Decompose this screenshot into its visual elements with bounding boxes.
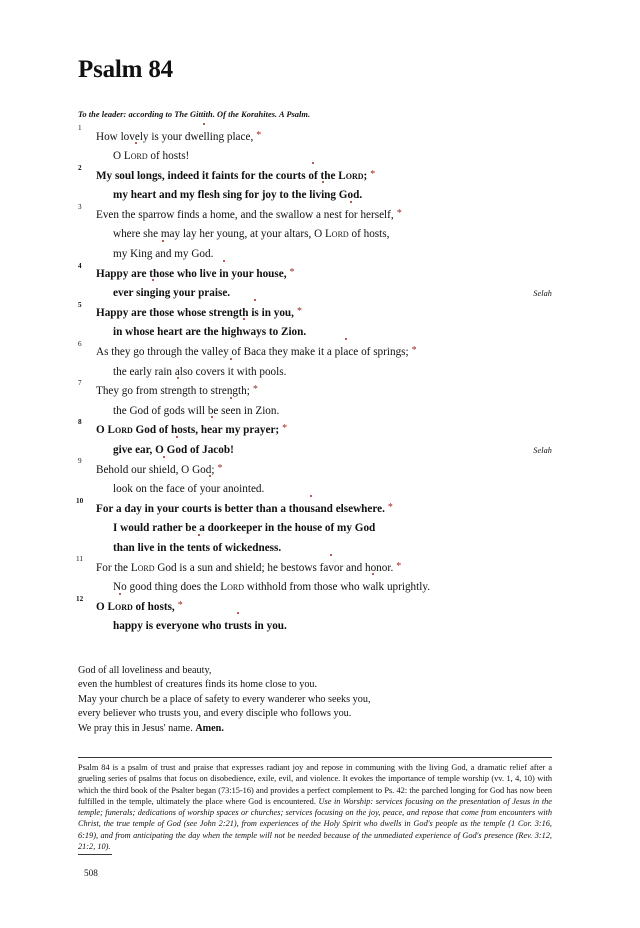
- prayer-line: every believer who trusts you, and every disciple who follows you.: [78, 708, 352, 720]
- divine-name-smallcaps: ord: [227, 581, 244, 594]
- verse-line-wrapper: [78, 323, 552, 343]
- psalm-verses: [76, 124, 552, 637]
- verse-line: 6 As they go through the valley of Baca they make it a place of springs; *: [78, 343, 552, 363]
- page-title: Psalm 84: [78, 56, 173, 83]
- selah-marker: Selah: [533, 289, 552, 299]
- prayer-line: We pray this in Jesus' name. Amen.: [78, 722, 224, 734]
- divine-name-smallcaps: ord: [130, 150, 148, 163]
- psalm-superscription: To the leader: according to The Gittith. Of the Korahites. A Psalm.: [78, 109, 311, 119]
- pointing-dot-marker: shield,: [149, 461, 179, 481]
- verse-line-wrapper: [78, 300, 552, 324]
- verse-line-wrapper: [78, 245, 552, 265]
- prayer-block: [78, 664, 552, 736]
- verse-number: 9: [78, 457, 82, 466]
- verse-line-wrapper: [78, 418, 552, 441]
- half-verse-asterisk: *: [411, 345, 417, 357]
- verse-line-wrapper: [78, 519, 552, 539]
- verse-line-wrapper: [78, 147, 552, 167]
- verse-line: 7 They go from strength to strength; *: [78, 382, 552, 402]
- verse-line: ever singing your praise.: [78, 284, 552, 304]
- verse-number: 10: [76, 496, 84, 505]
- verse-line: the God of gods will be seen in Zion.: [78, 402, 552, 422]
- verse-line-wrapper: [78, 402, 552, 422]
- verse-line: in whose heart are the highways to Zion.: [78, 323, 552, 343]
- divine-name-smallcaps: ord: [345, 169, 364, 182]
- verse-line-wrapper: [78, 261, 552, 285]
- pointing-dot-marker: Lord: [124, 147, 148, 167]
- pointing-dot-marker: thousand: [289, 500, 333, 520]
- verse-line: my heart and my flesh sing for joy to the living God.: [78, 186, 552, 206]
- prayer-line: God of all loveliness and beauty,: [78, 664, 212, 676]
- verse-line: happy is everyone who trusts in you.: [78, 617, 552, 637]
- verse-line-wrapper: [78, 163, 552, 187]
- pointing-dot-marker: your: [200, 480, 221, 500]
- verse-line-wrapper: [76, 555, 552, 579]
- verse: [78, 124, 552, 167]
- verse-line: O Lord of hosts!: [78, 147, 552, 167]
- verse: [78, 418, 552, 460]
- half-verse-asterisk: *: [289, 266, 295, 278]
- half-verse-asterisk: *: [387, 501, 393, 513]
- verse-number: 12: [76, 594, 84, 603]
- verse-number: 5: [78, 300, 82, 309]
- verse-line-wrapper: [78, 124, 552, 148]
- verse: [78, 339, 552, 382]
- verse-line-wrapper: [78, 441, 552, 461]
- pointing-dot-marker: it: [228, 363, 234, 383]
- verse-line: where she may lay her young, at your altars, O Lord of hosts,: [113, 228, 390, 241]
- half-verse-asterisk: *: [252, 384, 258, 396]
- verse: [78, 202, 552, 265]
- half-verse-asterisk: *: [282, 423, 288, 435]
- half-verse-asterisk: *: [370, 168, 376, 180]
- divine-name-smallcaps: ord: [137, 561, 155, 574]
- footnote-text-italic: Use in Worship: services focusing on the presentation of Jesus in the temple; funerals; dedications of worship spaces or churches; services focusing on the joy, peace, and repose that come from encounters with Christ, the true temple of God (see John 2:21), from experiences of the Holy Spirit who dwells in God's people as the temple (1 Cor. 3:16, 6:19), and from anticipating the day when the temple will not be needed because of the unmediated experience of God's presence (Rev. 3:12, 21:2, 10).: [78, 796, 552, 852]
- pointing-dot-marker: tents: [187, 539, 210, 559]
- footnote-text-plain: Psalm 84 is a psalm of trust and praise that expresses radiant joy and repose in communing with the living God, a dramatic relief after a grueling series of psalms that focus on disobedience, exile, evil, and violence. It evokes the importance of temple worship (vv. 1, 4, 10) with which the third book of the Psalter began (73:15-16) and provides a perfect complement to Ps. 42: the parched longing for God has now been fulfilled in the temple, ultimately the place where God is encountered.: [78, 762, 552, 806]
- verse-line-wrapper: [78, 186, 552, 206]
- verse-number: 11: [76, 555, 83, 564]
- verse-number: 8: [78, 418, 82, 427]
- verse-number: 2: [78, 163, 82, 172]
- verse-number: 1: [78, 124, 82, 133]
- verse-number: 4: [78, 261, 82, 270]
- verse-line: the early rain also covers it with pools.: [78, 363, 552, 383]
- verse-line: 2 My soul longs, indeed it faints for the courts of the Lord; *: [78, 167, 552, 187]
- verse-line-wrapper: [78, 379, 552, 402]
- verse-number: 3: [78, 202, 82, 211]
- pointing-dot-marker: and: [155, 245, 171, 265]
- verse-number: 7: [78, 379, 82, 388]
- verse-line: I would rather be a doorkeeper in the house of my God: [113, 522, 376, 535]
- half-verse-asterisk: *: [396, 207, 402, 219]
- verse-line: 4 Happy are those who live in your house, *: [78, 265, 552, 285]
- pointing-dot-marker: dwelling: [185, 128, 224, 148]
- pointing-dot-marker: trusts: [224, 617, 251, 637]
- verse-line-wrapper: [78, 339, 552, 363]
- page-number: 508: [84, 868, 98, 878]
- verse-line-wrapper: [78, 363, 552, 383]
- pointing-dot-marker: God: [167, 441, 188, 461]
- verse: [76, 594, 552, 637]
- verse-line-wrapper: [78, 617, 552, 637]
- pointing-dot-marker: highways: [221, 323, 266, 343]
- half-verse-asterisk: *: [256, 129, 262, 141]
- pointing-dot-marker: of: [308, 167, 317, 187]
- footnote-commentary: [78, 762, 552, 852]
- pointing-dot-marker: Lord: [108, 598, 133, 618]
- verse-line: 5 Happy are those whose strength is in you, *: [78, 304, 552, 324]
- footnote-divider: [78, 757, 552, 758]
- pointing-dot-marker: is: [251, 304, 258, 324]
- half-verse-asterisk: *: [396, 560, 402, 572]
- verse-line-wrapper: [78, 225, 552, 245]
- pointing-dot-marker: living: [309, 186, 336, 206]
- verse: [76, 496, 552, 559]
- verse-line: give ear, O God of Jacob!: [78, 441, 552, 461]
- verse-line-wrapper: [78, 539, 552, 559]
- verse-line: 1 How lovely is your dwelling place, *: [78, 128, 552, 148]
- verse: [78, 457, 552, 500]
- prayer-line: even the humblest of creatures finds its home close to you.: [78, 679, 318, 691]
- divine-name-smallcaps: ord: [114, 600, 133, 613]
- verse-line: 11 For the Lord God is a sun and shield; he bestows favor and honor. *: [78, 559, 552, 579]
- half-verse-asterisk: *: [296, 305, 302, 317]
- verse-line: 3 Even the sparrow finds a home, and the swallow a nest for herself, *: [78, 206, 552, 226]
- verse-line: than live in the tents of wickedness.: [78, 539, 552, 559]
- verse-line: No good thing does the Lord withhold from those who walk uprightly.: [78, 578, 552, 598]
- prayer-amen: Amen.: [195, 722, 224, 734]
- verse-line-wrapper: [78, 457, 552, 481]
- verse: [78, 300, 552, 343]
- verse-line: 12 O Lord of hosts, *: [78, 598, 552, 618]
- verse-line-wrapper: [78, 480, 552, 500]
- verse: [78, 379, 552, 421]
- pointing-dot-marker: favor: [320, 559, 344, 579]
- pointing-dot-marker: for: [345, 206, 358, 226]
- divine-name-smallcaps: ord: [114, 424, 133, 437]
- verse-line: 8 O Lord God of hosts, hear my prayer; *: [78, 421, 552, 441]
- verse-line-wrapper: [78, 578, 552, 598]
- pointing-dot-marker: seen: [221, 402, 241, 422]
- verse-line: look on the face of your anointed.: [78, 480, 552, 500]
- verse-number: 6: [78, 339, 82, 348]
- pointing-dot-marker: strength: [160, 382, 196, 402]
- half-verse-asterisk: *: [217, 462, 223, 474]
- prayer-line: May your church be a place of safety to every wanderer who seeks you,: [78, 693, 371, 705]
- verse-line-wrapper: [78, 284, 552, 304]
- selah-marker: Selah: [533, 446, 552, 455]
- verse: [78, 163, 552, 206]
- verse: [76, 555, 552, 598]
- verse-line: 9 Behold our shield, O God; *: [78, 461, 552, 481]
- verse-line: 10 For a day in your courts is better than a thousand elsewhere. *: [78, 500, 552, 520]
- verse-line: my King and my God.: [78, 245, 552, 265]
- pointing-dot-marker: singing: [136, 284, 170, 304]
- half-verse-asterisk: *: [177, 599, 183, 611]
- verse: [78, 261, 552, 304]
- verse-line-wrapper: [76, 496, 552, 520]
- pointing-dot-marker: place: [335, 343, 359, 363]
- pointing-dot-marker: hear: [201, 421, 223, 441]
- pointing-dot-marker: walk: [362, 578, 384, 598]
- verse-line-wrapper: [78, 202, 552, 226]
- pointing-dot-marker: in: [219, 265, 228, 285]
- page-number-divider: [78, 854, 112, 855]
- divine-name-smallcaps: ord: [331, 228, 349, 241]
- verse-line-wrapper: [76, 594, 552, 618]
